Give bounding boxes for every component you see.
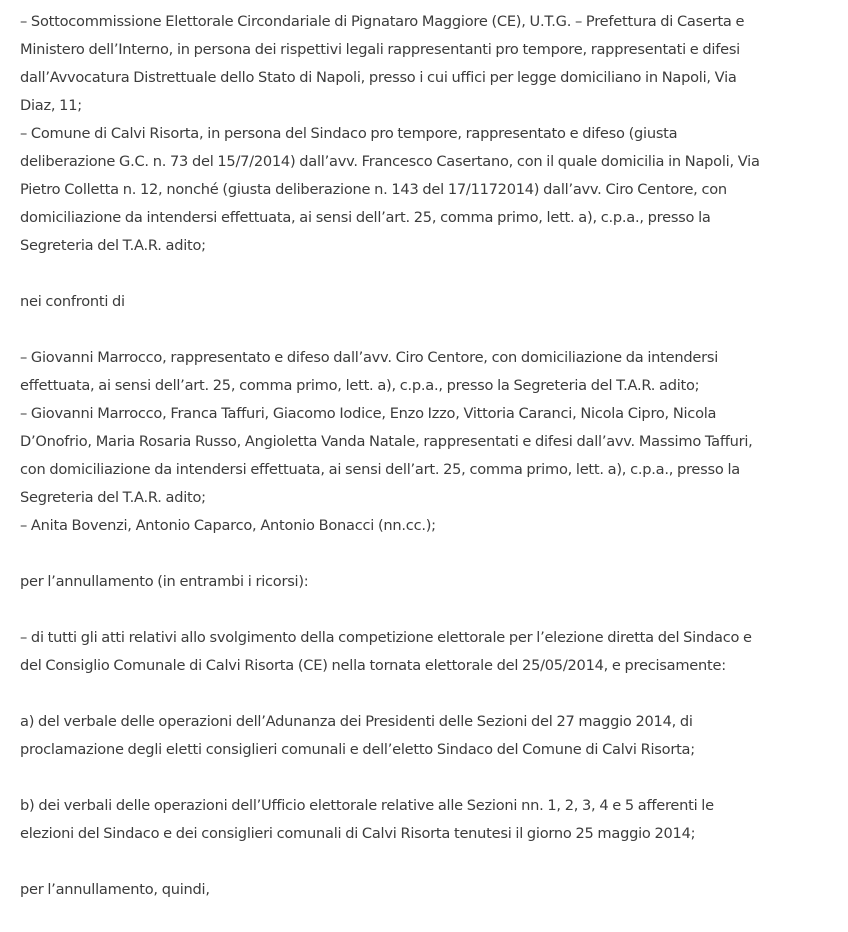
text-line: – Giovanni Marrocco, rappresentato e difeso dall’avv. Ciro Centore, con domiciliazione da intendersi — [20, 349, 719, 366]
text-line: Diaz, 11; — [20, 97, 82, 114]
paragraph — [20, 876, 846, 904]
paragraph — [20, 344, 846, 540]
text-line: b) dei verbali delle operazioni dell’Ufficio elettorale relative alle Sezioni nn. 1, 2, 3, 4 e 5 afferenti le — [20, 797, 714, 814]
document-body — [20, 8, 846, 932]
text-line: elezioni del Sindaco e dei consiglieri comunali di Calvi Risorta tenutesi il giorno 25 maggio 2014; — [20, 825, 696, 842]
paragraph — [20, 288, 846, 316]
text-line: proclamazione degli eletti consiglieri comunali e dell’eletto Sindaco del Comune di Calvi Risorta; — [20, 741, 695, 758]
text-line: – Giovanni Marrocco, Franca Taffuri, Giacomo Iodice, Enzo Izzo, Vittoria Caranci, Nicola Cipro, Nicola — [20, 405, 717, 422]
text-line: Pietro Colletta n. 12, nonché (giusta deliberazione n. 143 del 17/1172014) dall’avv. Ciro Centore, con — [20, 181, 727, 198]
text-line: – di tutti gli atti relativi allo svolgimento della competizione elettorale per l’elezione diretta del Sindaco e — [20, 629, 752, 646]
paragraph — [20, 708, 846, 764]
text-line: domiciliazione da intendersi effettuata, ai sensi dell’art. 25, comma primo, lett. a), c.p.a., presso la — [20, 209, 711, 226]
text-line: deliberazione G.C. n. 73 del 15/7/2014) dall’avv. Francesco Casertano, con il quale domicilia in Napoli, Via — [20, 153, 760, 170]
text-line: a) del verbale delle operazioni dell’Adunanza dei Presidenti delle Sezioni del 27 maggio 2014, di — [20, 713, 693, 730]
text-line: D’Onofrio, Maria Rosaria Russo, Angioletta Vanda Natale, rappresentati e difesi dall’avv. Massimo Taffuri, — [20, 433, 753, 450]
text-line: per l’annullamento (in entrambi i ricorsi): — [20, 573, 309, 590]
text-line: dall’Avvocatura Distrettuale dello Stato di Napoli, presso i cui uffici per legge domiciliano in Napoli, Via — [20, 69, 737, 86]
text-line: – Comune di Calvi Risorta, in persona del Sindaco pro tempore, rappresentato e difeso (giusta — [20, 125, 678, 142]
paragraph — [20, 624, 846, 680]
paragraph — [20, 568, 846, 596]
text-line: nei confronti di — [20, 293, 125, 310]
paragraph — [20, 792, 846, 848]
text-line: con domiciliazione da intendersi effettuata, ai sensi dell’art. 25, comma primo, lett. a), c.p.a., presso la — [20, 461, 740, 478]
text-line: – Anita Bovenzi, Antonio Caparco, Antonio Bonacci (nn.cc.); — [20, 517, 436, 534]
paragraph — [20, 8, 846, 260]
text-line: effettuata, ai sensi dell’art. 25, comma primo, lett. a), c.p.a., presso la Segreteria del T.A.R. adito; — [20, 377, 700, 394]
text-line: – Sottocommissione Elettorale Circondariale di Pignataro Maggiore (CE), U.T.G. – Prefettura di Caserta e — [20, 13, 745, 30]
text-line: per l’annullamento, quindi, — [20, 881, 210, 898]
text-line: Segreteria del T.A.R. adito; — [20, 489, 206, 506]
text-line: Segreteria del T.A.R. adito; — [20, 237, 206, 254]
text-line: Ministero dell’Interno, in persona dei rispettivi legali rappresentanti pro tempore, rappresentati e difesi — [20, 41, 740, 58]
text-line: del Consiglio Comunale di Calvi Risorta (CE) nella tornata elettorale del 25/05/2014, e precisamente: — [20, 657, 726, 674]
